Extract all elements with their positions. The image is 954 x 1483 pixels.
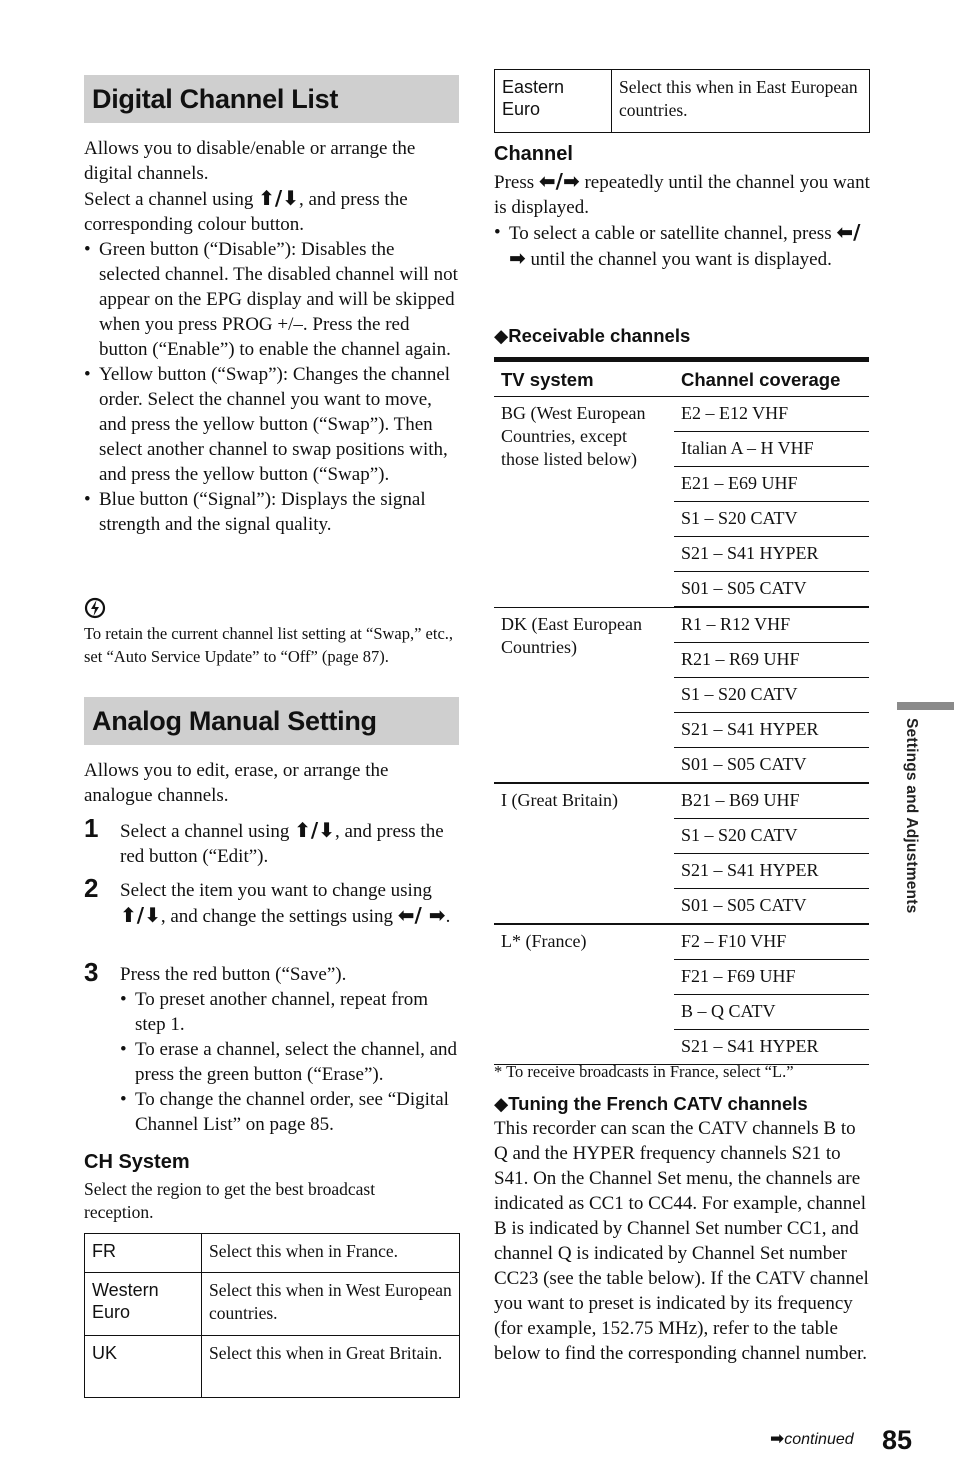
analog-manual-setting-heading: Analog Manual Setting	[84, 697, 459, 745]
receivable-channels-table	[494, 357, 869, 1065]
step-1-text-a: Select a channel using	[120, 821, 295, 842]
coverage-cell: S01 – S05 CATV	[674, 748, 869, 784]
table-row	[494, 783, 869, 819]
table-row	[494, 924, 869, 960]
coverage-cell: E21 – E69 UHF	[674, 467, 869, 502]
receivable-footnote: * To receive broadcasts in France, select “L.”	[494, 1062, 794, 1081]
col-tv-system: TV system	[494, 360, 674, 397]
table-row	[494, 607, 869, 643]
ch-system-intro: Select the region to get the best broadcast reception.	[84, 1179, 376, 1222]
dcl-intro-2a: Select a channel using	[84, 189, 259, 210]
step-3-text: Press the red button (“Save”).	[120, 964, 347, 985]
diamond-bullet-icon: ◆	[494, 1093, 509, 1114]
ch-option-key: UK	[85, 1336, 202, 1398]
table-header-row	[494, 360, 869, 397]
ch-option-key: Western Euro	[85, 1273, 202, 1336]
ams-intro: Allows you to edit, erase, or arrange the analogue channels.	[84, 760, 389, 806]
up-down-arrow-icon: ⬆/⬇	[258, 186, 299, 210]
continued-arrow-icon: ➡	[770, 1429, 785, 1449]
coverage-cell: S21 – S41 HYPER	[674, 713, 869, 748]
dcl-intro-2b: , and press the corresponding colour button.	[84, 189, 408, 235]
ch-system-table	[84, 1233, 460, 1398]
step-1-number: 1	[84, 813, 99, 843]
step-3-content	[120, 962, 460, 1137]
ch-system-table-continued	[494, 69, 870, 133]
channel-text-b: repeatedly until the channel you want is displayed.	[494, 172, 870, 218]
coverage-cell: F2 – F10 VHF	[674, 924, 869, 960]
ch-option-desc: Select this when in France.	[202, 1234, 460, 1273]
continued-label	[770, 1427, 854, 1452]
coverage-cell: R21 – R69 UHF	[674, 643, 869, 678]
ch-option-row	[85, 1273, 460, 1336]
ch-option-desc: Select this when in East European countries.	[612, 70, 870, 133]
tuning-french-heading	[494, 1091, 808, 1116]
step-3-bullet-preset: • To preset another channel, repeat from step 1.	[120, 987, 460, 1037]
step-2-text-b: , and change the settings using	[160, 906, 398, 927]
dcl-note-text: To retain the current channel list setting at “Swap,” etc., set “Auto Service Update” to “Off” (page 87).	[84, 624, 454, 666]
step-1-text-b: , and press the red button (“Edit”).	[120, 821, 444, 867]
tv-system-cell: I (Great Britain)	[494, 783, 674, 924]
coverage-cell: S01 – S05 CATV	[674, 572, 869, 608]
digital-channel-list-body	[84, 136, 460, 537]
digital-channel-list-heading: Digital Channel List	[84, 75, 459, 123]
ch-option-desc: Select this when in West European countries.	[202, 1273, 460, 1336]
step-2-text-a: Select the item you want to change using	[120, 880, 432, 901]
coverage-cell: B21 – B69 UHF	[674, 783, 869, 819]
step-2-number: 2	[84, 873, 99, 903]
coverage-cell: R1 – R12 VHF	[674, 607, 869, 643]
step-2-text	[120, 878, 460, 929]
tuning-french-heading-text: Tuning the French CATV channels	[508, 1093, 808, 1114]
channel-text	[494, 169, 870, 220]
step-3-number: 3	[84, 957, 99, 987]
tv-system-cell: DK (East European Countries)	[494, 607, 674, 783]
side-tab-marker	[897, 702, 954, 710]
ch-option-key: FR	[85, 1234, 202, 1273]
step-2-text-c: .	[445, 906, 451, 927]
diamond-bullet-icon: ◆	[494, 325, 509, 346]
ch-option-row	[495, 70, 870, 133]
tv-system-cell: L* (France)	[494, 924, 674, 1065]
ch-option-key: Eastern Euro	[495, 70, 612, 133]
step-3-bullet-erase: • To erase a channel, select the channel, and press the green button (“Erase”).	[120, 1037, 460, 1087]
side-tab-label: Settings and Adjustments	[903, 718, 920, 914]
col-channel-coverage: Channel coverage	[674, 360, 869, 397]
receivable-channels-heading-text: Receivable channels	[508, 325, 691, 346]
coverage-cell: E2 – E12 VHF	[674, 397, 869, 432]
receivable-channels-heading	[494, 323, 690, 348]
coverage-cell: S1 – S20 CATV	[674, 678, 869, 713]
tv-system-cell: BG (West European Countries, except those listed below)	[494, 397, 674, 608]
left-right-arrow-icon: ⬅/ ➡	[397, 903, 446, 927]
continued-text: continued	[784, 1431, 854, 1448]
coverage-cell: S21 – S41 HYPER	[674, 1030, 869, 1065]
channel-text-a: Press	[494, 172, 539, 193]
coverage-cell: Italian A – H VHF	[674, 432, 869, 467]
ch-system-heading: CH System	[84, 1151, 190, 1173]
channel-heading: Channel	[494, 143, 573, 165]
dcl-bullet-blue: • Blue button (“Signal”): Displays the signal strength and the signal quality.	[84, 487, 460, 537]
up-down-arrow-icon: ⬆/⬇	[120, 903, 161, 927]
step-3-bullet-order: • To change the channel order, see “Digital Channel List” on page 85.	[120, 1087, 460, 1137]
left-right-arrow-icon: ⬅/➡	[538, 169, 580, 193]
table-row	[494, 397, 869, 432]
coverage-cell: S21 – S41 HYPER	[674, 537, 869, 572]
channel-bullet	[494, 220, 870, 272]
channel-body	[494, 169, 870, 272]
coverage-cell: S01 – S05 CATV	[674, 889, 869, 925]
step-1-text	[120, 818, 460, 869]
coverage-cell: F21 – F69 UHF	[674, 960, 869, 995]
dcl-intro-2	[84, 186, 460, 237]
channel-bullet-a: To select a cable or satellite channel, press	[509, 223, 837, 244]
left-right-arrow-icon: ⬅/➡	[509, 220, 861, 270]
coverage-cell: S1 – S20 CATV	[674, 502, 869, 537]
dcl-bullet-yellow: • Yellow button (“Swap”): Changes the channel order. Select the channel you want to move, and press the yellow button (“Swap”). Then select another channel to swap positions with, and press the yellow button (“Swap”).	[84, 362, 460, 487]
ch-option-row	[85, 1234, 460, 1273]
coverage-cell: S21 – S41 HYPER	[674, 854, 869, 889]
dcl-bullet-green: • Green button (“Disable”): Disables the selected channel. The disabled channel will not appear on the EPG display and will be skipped when you press PROG +/–. Press the red button (“Enable”) to enable the channel again.	[84, 237, 460, 362]
coverage-cell: S1 – S20 CATV	[674, 819, 869, 854]
up-down-arrow-icon: ⬆/⬇	[294, 818, 335, 842]
tuning-french-body: This recorder can scan the CATV channels B to Q and the HYPER frequency channels S21 to S41. On the Channel Set menu, the channels are indicated as CC1 to CC44. For example, channel B is indicated by Channel Set number CC1, and channel Q is indicated by Channel Set number CC23 (see the table below). If the CATV channel you want to preset is indicated by its frequency (for example, 152.75 MHz), refer to the table below to find the corresponding channel number.	[494, 1118, 869, 1364]
coverage-cell: B – Q CATV	[674, 995, 869, 1030]
channel-bullet-b: until the channel you want is displayed.	[525, 249, 832, 270]
ch-option-desc: Select this when in Great Britain.	[202, 1336, 460, 1398]
dcl-intro-1: Allows you to disable/enable or arrange the digital channels.	[84, 138, 416, 184]
ch-option-row	[85, 1336, 460, 1398]
page-number: 85	[882, 1425, 913, 1455]
